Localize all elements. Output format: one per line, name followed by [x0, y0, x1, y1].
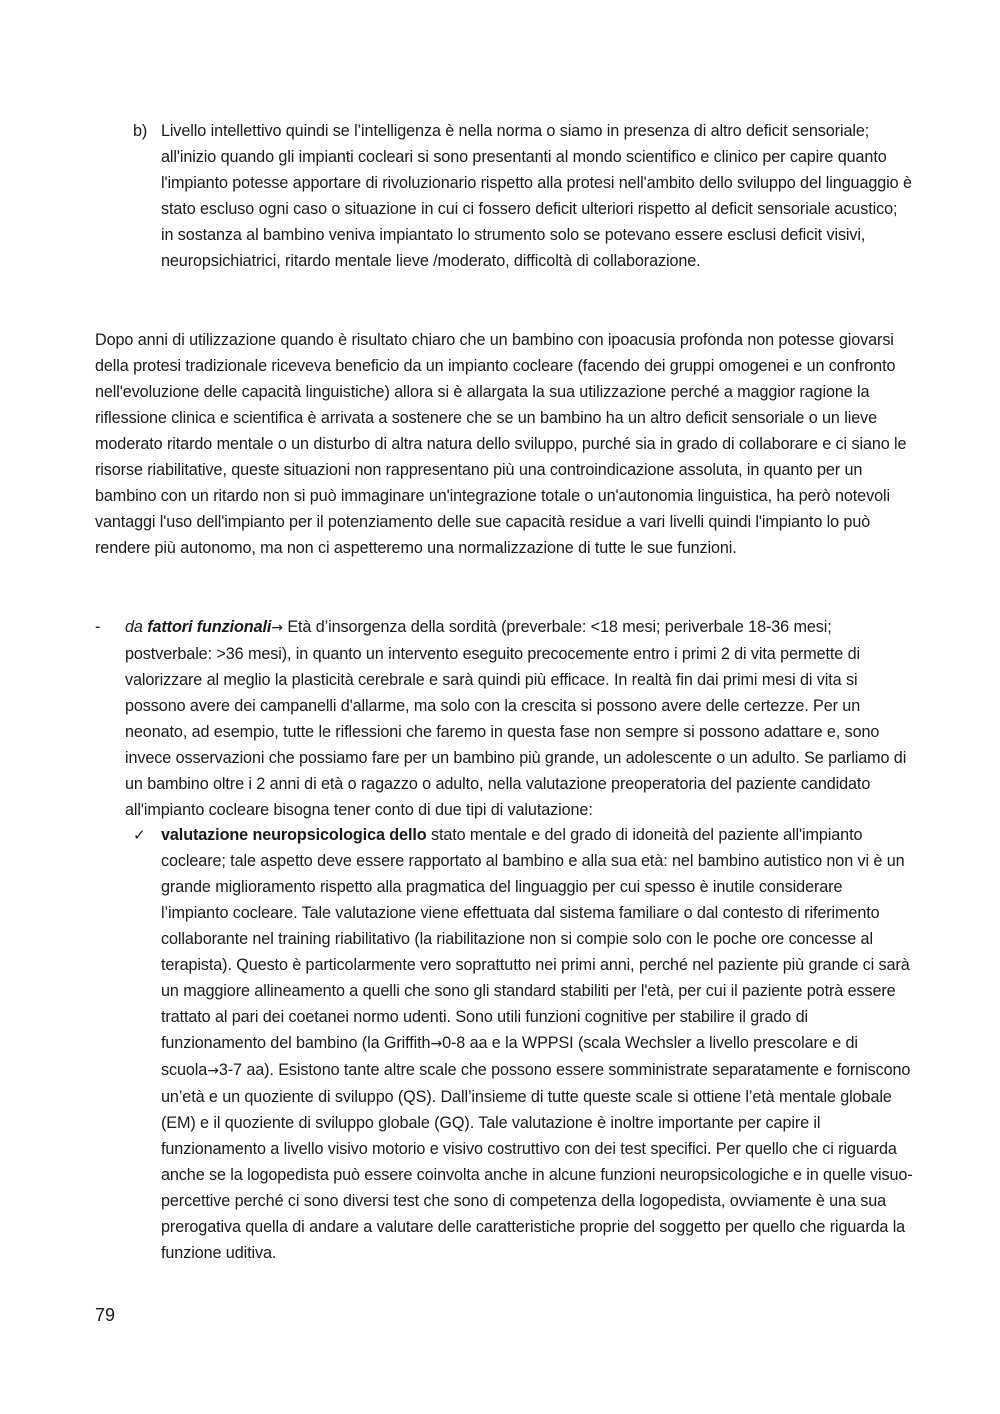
checkmark-icon: ✓: [133, 826, 146, 844]
assessment-body-part-2: 0-8 aa e la WPPSI (scala Wechsler a livello prescolare e di scuola: [161, 1034, 858, 1079]
dash-bullet: -: [95, 618, 101, 636]
assessment-body-part-3: 3-7 aa). Esistono tante altre scale che possono essere somministrate separatamente e forniscono un’età e un quoziente di sviluppo (QS). Dall’insieme di tutte queste scale si ottiene l’età mentale globale (EM) e il quoziente di sviluppo globale (GQ). Tale valutazione è inoltre importante per capire il funzionamento a livello visivo motorio e visivo costruttivo con dei test specifici. Per quello che ci riguarda anche se la logopedista può essere coinvolta anche in alcune funzioni neuropsicologiche e in quelle visuo-percettive perché ci sono diversi test che sono di competenza della logopedista, ovviamente è una sua prerogativa quella di andare a valutare delle caratteristiche proprie del soggetto per quello che riguarda la funzione uditiva.: [161, 1061, 913, 1262]
list-item-functional-factors: [95, 614, 910, 823]
list-item-b: [133, 118, 913, 274]
list-marker-b: b): [133, 122, 148, 140]
page-number: 79: [95, 1305, 116, 1325]
functional-factors-body: Età d’insorgenza della sordità (preverbale: <18 mesi; periverbale 18-36 mesi; postverbale: >36 mesi), in quanto un intervento eseguito precocemente entro i primi 2 di vita permette di valorizzare al meglio la plasticità cerebrale e sarà quindi più efficace. In realtà fin dai primi mesi di vita si possono avere dei campanelli d'allarme, ma solo con la crescita si possono avere delle certezze. Per un neonato, ad esempio, tutte le riflessioni che faremo in questa fase non sempre si possono adattare e, sono invece osservazioni che possiamo fare per un bambino più grande, un adolescente o un adulto. Se parliamo di un bambino oltre i 2 anni di età o ragazzo o adulto, nella valutazione preoperatoria del paziente candidato all'impianto cocleare bisogna tener conto di due tipi di valutazione:: [125, 618, 907, 819]
lead-bold-text: valutazione neuropsicologica dello: [161, 826, 427, 844]
list-item-neuropsychological-assessment: [133, 822, 913, 1266]
neuropsychological-assessment-text: [161, 822, 913, 1266]
list-item-b-text: Livello intellettivo quindi se l’intelligenza è nella norma o siamo in presenza di altro deficit sensoriale; all'inizio quando gli impianti cocleari si sono presentanti al mondo scientifico e clinico per capire quanto l'impianto potesse apportare di rivoluzionario rispetto alla protesi nell'ambito dello sviluppo del linguaggio è stato escluso ogni caso o situazione in cui ci fossero deficit ulteriori rispetto al deficit sensoriale acustico; in sostanza al bambino veniva impiantato lo strumento solo se potevano essere esclusi deficit visivi, neuropsichiatrici, ritardo mentale lieve /moderato, difficoltà di collaborazione.: [161, 122, 912, 270]
arrow-right-icon: →: [207, 1063, 219, 1079]
list-item-functional-factors-text: [125, 614, 910, 823]
lead-italic-text: da: [125, 618, 148, 636]
body-paragraph: Dopo anni di utilizzazione quando è risultato chiaro che un bambino con ipoacusia profonda non potesse giovarsi della protesi tradizionale riceveva beneficio da un impianto cocleare (facendo dei gruppi omogenei e un confronto nell'evoluzione delle capacità linguistiche) allora si è allargata la sua utilizzazione perché a maggior ragione la riflessione clinica e scientifica è arrivata a sostenere che se un bambino ha un altro deficit sensoriale o un lieve moderato ritardo mentale o un disturbo di altra natura dello sviluppo, purché sia in grado di collaborare e ci siano le risorse riabilitative, queste situazioni non rappresentano più una controindicazione assoluta, in quanto per un bambino con un ritardo non si può immaginare un'integrazione totale o un'autonomia linguistica, ha però notevoli vantaggi l'uso dell'impianto per il potenziamento delle sue capacità residue a vari livelli quindi l'impianto lo può rendere più autonomo, ma non ci aspetteremo una normalizzazione di tutte le sue funzioni.: [95, 331, 907, 557]
arrow-right-icon: →: [430, 1036, 443, 1052]
arrow-right-icon: →: [271, 620, 283, 636]
lead-bold-italic-text: fattori funzionali: [147, 618, 272, 636]
assessment-body-part-1: stato mentale e del grado di idoneità del paziente all'impianto cocleare; tale aspetto deve essere rapportato al bambino e alla sua età: nel bambino autistico non vi è un grande miglioramento rispetto alla pragmatica del linguaggio per cui spesso è inutile considerare l’impianto cocleare. Tale valutazione viene effettuata dal sistema familiare o dal contesto di riferimento collaborante nel training riabilitativo (la riabilitazione non si compie solo con le poche ore concesse al terapista). Questo è particolarmente vero soprattutto nei primi anni, perché nel paziente più grande ci sarà un maggiore allineamento a quelli che sono gli standard stabiliti per l'età, per cui il paziente potrà essere trattato al pari dei coetanei normo udenti. Sono utili funzioni cognitive per stabilire il grado di funzionamento del bambino (la Griffith: [161, 826, 910, 1052]
